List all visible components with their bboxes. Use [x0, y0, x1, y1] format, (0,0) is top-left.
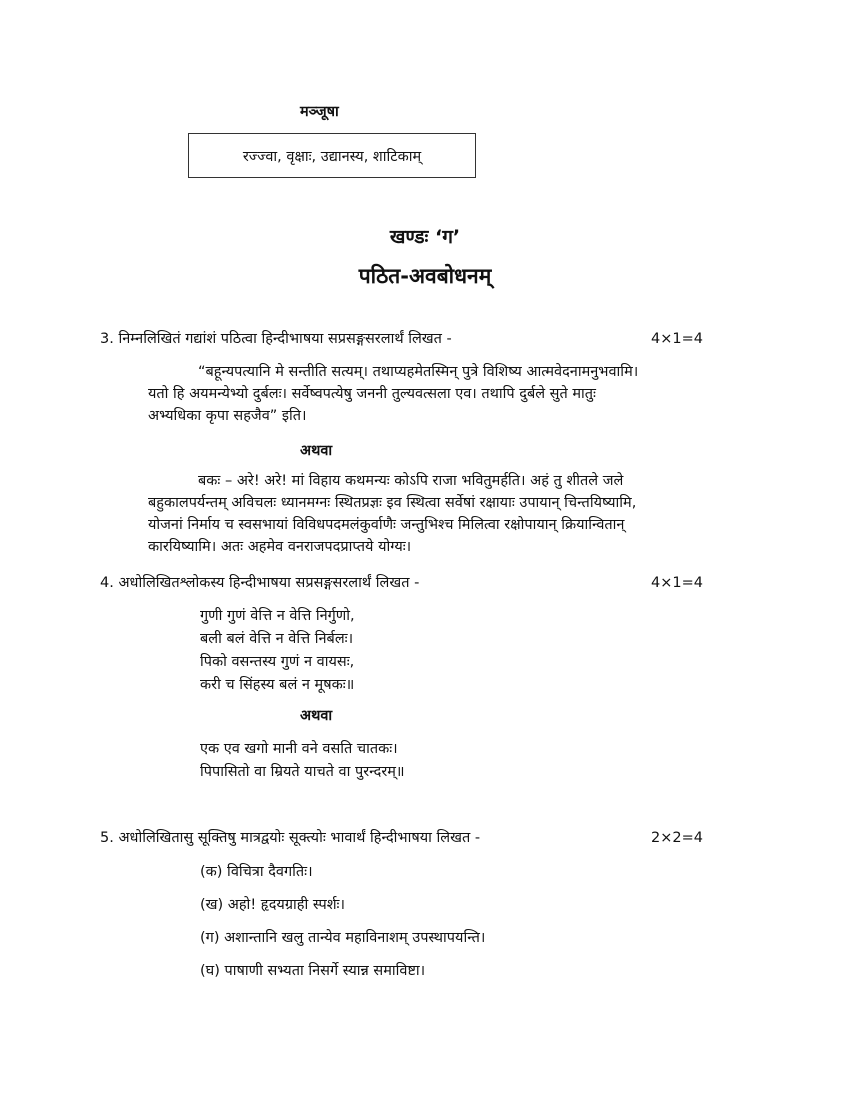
- question-3-passage: [148, 361, 751, 427]
- question-3-number: 3.: [100, 331, 114, 347]
- question-4-or-label: अथवा: [300, 708, 333, 724]
- question-4-number: 4.: [100, 575, 114, 591]
- question-4-alt-verse: [200, 738, 405, 784]
- question-4-marks: 4×1=4: [651, 575, 703, 591]
- question-4-header: [100, 572, 419, 594]
- verse-line: एक एव खगो मानी वने वसति चातकः।: [200, 741, 398, 757]
- verse-line: बली बलं वेत्ति न वेत्ति निर्बलः।: [200, 631, 354, 647]
- manjusha-box: [188, 133, 476, 178]
- question-3-alt-passage: [148, 470, 751, 558]
- option-item: (ख) अहो! हृदयग्राही स्पर्शः।: [200, 897, 345, 913]
- verse-line: पिको वसन्तस्य गुणं न वायसः,: [200, 654, 355, 670]
- question-3-header: [100, 328, 452, 350]
- question-5-marks: 2×2=4: [651, 830, 703, 846]
- manjusha-label: मञ्जूषा: [300, 104, 339, 120]
- passage-line: कारयिष्यामि। अतः अहमेव वनराजपदप्राप्तये योग्यः।: [148, 539, 412, 555]
- section-title: पठित-अवबोधनम्: [358, 264, 492, 288]
- passage-line: योजनां निर्माय च स्वसभायां विविधपदमलंकुर्वाणैः जन्तुभिश्च मिलित्वा रक्षोपायान् क्रियान्वितान्: [148, 517, 625, 533]
- manjusha-words: रज्ज्वा, वृक्षाः, उद्यानस्य, शाटिकाम्: [242, 148, 422, 165]
- verse-line: गुणी गुणं वेत्ति न वेत्ति निर्गुणो,: [200, 608, 355, 624]
- question-3-or-label: अथवा: [300, 443, 333, 459]
- question-5-number: 5.: [100, 830, 114, 846]
- verse-line: पिपासितो वा म्रियते याचते वा पुरन्दरम्॥: [200, 764, 405, 780]
- question-5-header: [100, 827, 480, 849]
- option-item: (ग) अशान्तानि खलु तान्येव महाविनाशम् उपस्थापयन्ति।: [200, 930, 486, 946]
- section-khanda-heading: खण्डः ‘ग’: [389, 226, 461, 248]
- option-item: (घ) पाषाणी सभ्यता निसर्गे स्यान्न समाविष्टा।: [200, 963, 426, 979]
- question-3-marks: 4×1=4: [651, 331, 703, 347]
- passage-line: बकः – अरे! अरे! मां विहाय कथमन्यः कोऽपि राजा भवितुमर्हति। अहं तु शीतले जले: [198, 473, 624, 489]
- passage-line: “बहून्यपत्यानि मे सन्तीति सत्यम्। तथाप्यहमेतस्मिन् पुत्रे विशिष्य आत्मवेदनामनुभवामि।: [198, 364, 639, 380]
- passage-line: बहुकालपर्यन्तम् अविचलः ध्यानमग्नः स्थितप्रज्ञः इव स्थित्वा सर्वेषां रक्षायाः उपायान् चिन्तयिष्यामि,: [148, 495, 637, 511]
- passage-line: अभ्यधिका कृपा सहजैव” इति।: [148, 408, 307, 424]
- passage-line: यतो हि अयमन्येभ्यो दुर्बलः। सर्वेष्वपत्येषु जननी तुल्यवत्सला एव। तथापि दुर्बले सुते मातुः: [148, 386, 596, 402]
- verse-line: करी च सिंहस्य बलं न मूषकः॥: [200, 677, 355, 693]
- option-item: (क) विचित्रा दैवगतिः।: [200, 864, 313, 880]
- question-4-instruction: अधोलिखितश्लोकस्य हिन्दीभाषया सप्रसङ्गसरलार्थं लिखत -: [118, 575, 420, 591]
- question-3-instruction: निम्नलिखितं गद्यांशं पठित्वा हिन्दीभाषया सप्रसङ्गसरलार्थं लिखत -: [118, 331, 452, 347]
- question-4-verse: [200, 605, 355, 697]
- question-5-instruction: अधोलिखितासु सूक्तिषु मात्रद्वयोः सूक्त्योः भावार्थं हिन्दीभाषया लिखत -: [118, 830, 481, 846]
